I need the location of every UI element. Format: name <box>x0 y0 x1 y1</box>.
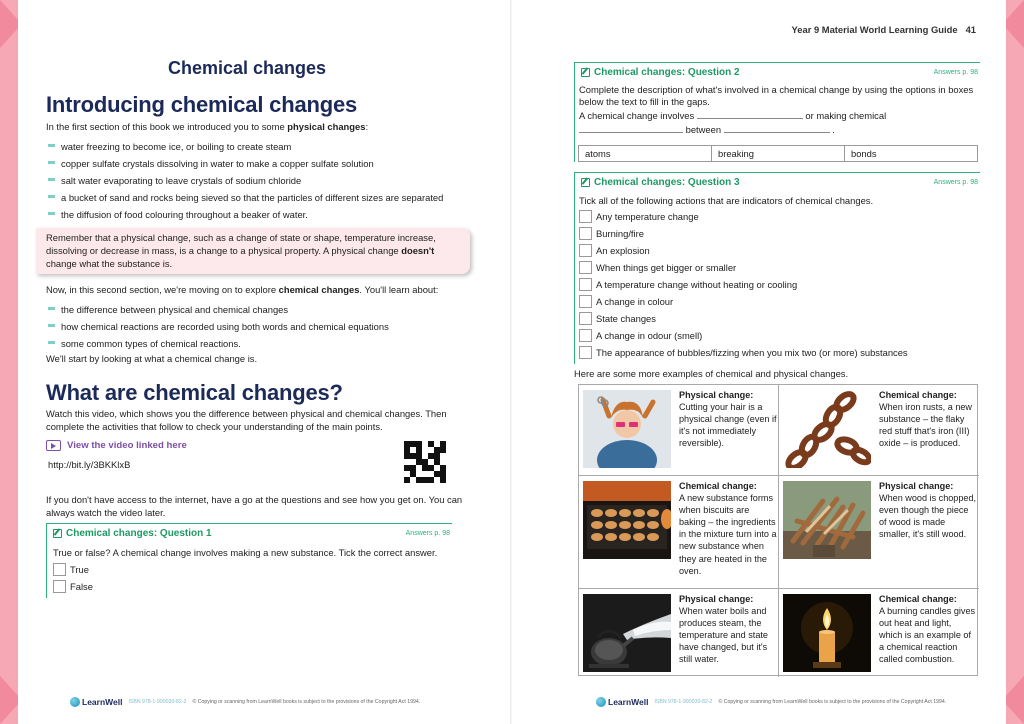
rusted-chain-photo <box>783 390 871 468</box>
checkbox[interactable] <box>579 295 592 308</box>
start-text: We'll start by looking at what a chemical change is. <box>46 353 258 364</box>
example-type: Chemical change: <box>879 390 957 400</box>
list-item: salt water evaporating to leave crystals of sodium chloride <box>46 174 476 191</box>
learnwell-logo-icon <box>596 697 606 707</box>
callout-bold: doesn't <box>401 244 435 256</box>
word-option: atoms <box>579 146 712 161</box>
list-item: a bucket of sand and rocks being sieved so that the particles of different sizes are separated <box>46 191 476 208</box>
list-item: the diffusion of food colouring throughout a beaker of water. <box>46 208 476 225</box>
option-label: The appearance of bubbles/fizzing when you mix two (or more) substances <box>596 347 908 358</box>
pencil-icon <box>581 68 590 77</box>
list-item: some common types of chemical reactions. <box>46 337 476 354</box>
example-caption <box>679 389 777 449</box>
question-1-prompt: True or false? A chemical change involves making a new substance. Tick the correct answer. <box>53 547 438 558</box>
copyright-notice: © Copying or scanning from LearnWell books is subject to the provisions of the Copyright Act 1994. <box>192 699 421 705</box>
indicator-option[interactable] <box>579 208 980 225</box>
checkbox[interactable] <box>53 563 66 576</box>
fill-text: or making chemical <box>805 109 887 121</box>
blank-field[interactable] <box>579 123 683 133</box>
example-cell <box>579 476 779 589</box>
option-label: State changes <box>596 313 656 324</box>
checkbox[interactable] <box>579 227 592 240</box>
example-text: When water boils and produces steam, the temperature and state have changed, but it's still water. <box>679 606 768 665</box>
question-3-title: Chemical changes: Question 3 <box>594 176 740 188</box>
option-true[interactable] <box>53 561 452 578</box>
fill-line-2 <box>575 122 980 137</box>
fill-text: A chemical change involves <box>579 109 695 121</box>
learnwell-logo <box>70 697 122 707</box>
reminder-callout <box>36 228 470 274</box>
copyright-notice: © Copying or scanning from LearnWell books is subject to the provisions of the Copyright Act 1994. <box>718 699 947 705</box>
example-cell <box>579 385 779 476</box>
list-item: how chemical reactions are recorded using both words and chemical equations <box>46 320 476 337</box>
checkbox[interactable] <box>579 346 592 359</box>
option-label: A temperature change without heating or cooling <box>596 279 798 290</box>
indicator-option[interactable] <box>579 310 980 327</box>
examples-intro: Here are some more examples of chemical and physical changes. <box>574 368 849 379</box>
question-2-title: Chemical changes: Question 2 <box>594 66 740 78</box>
example-text: A new substance forms when biscuits are baking – the ingredients in the mixture turn into a new substance when they are heated in the oven. <box>679 493 777 576</box>
physical-changes-list <box>46 140 476 225</box>
intro-paragraph <box>46 120 476 133</box>
logo-text: LearnWell <box>82 697 123 707</box>
example-cell <box>579 589 779 677</box>
example-text: When wood is chopped, even though the piece of wood is made smaller, it's still wood. <box>879 493 977 540</box>
indicator-option[interactable] <box>579 242 980 259</box>
running-head <box>792 24 976 35</box>
footer <box>596 697 946 707</box>
chapter-title: Chemical changes <box>168 58 327 78</box>
answers-ref: Answers p. 98 <box>933 178 978 186</box>
checkbox[interactable] <box>53 580 66 593</box>
checkbox[interactable] <box>579 210 592 223</box>
left-page <box>18 0 512 724</box>
section-heading-what-are: What are chemical changes? <box>46 380 343 405</box>
option-label: An explosion <box>596 245 650 256</box>
example-cell <box>779 385 979 476</box>
indicator-option[interactable] <box>579 276 980 293</box>
blank-field[interactable] <box>724 123 830 133</box>
example-type: Physical change: <box>679 390 754 400</box>
page-number: 41 <box>965 24 976 35</box>
example-type: Physical change: <box>879 481 954 491</box>
pencil-icon <box>53 529 62 538</box>
examples-grid <box>578 384 978 676</box>
intro-bold: physical changes <box>287 121 366 132</box>
indicator-option[interactable] <box>579 259 980 276</box>
question-2-prompt: Complete the description of what's involved in a chemical change by using the options in boxes below the text to fill in the gaps. <box>579 84 974 108</box>
checkbox[interactable] <box>579 329 592 342</box>
video-link-label[interactable]: View the video linked here <box>67 440 187 451</box>
indicator-option[interactable] <box>579 344 980 361</box>
list-item: water freezing to become ice, or boiling to create steam <box>46 140 476 157</box>
example-text: A burning candles gives out heat and light, which is an example of a chemical reaction called combustion. <box>879 606 976 665</box>
guide-title: Year 9 Material World Learning Guide <box>791 24 958 35</box>
list-item: copper sulfate crystals dissolving in water to make a copper sulfate solution <box>46 157 476 174</box>
boiling-kettle-photo <box>583 594 671 672</box>
no-internet-paragraph: If you don't have access to the internet, have a go at the questions and see how you get on. You can always watch the video later. <box>46 494 463 519</box>
example-cell <box>779 589 979 677</box>
example-type: Physical change: <box>679 594 754 604</box>
play-video-icon <box>46 440 61 451</box>
option-label: Any temperature change <box>596 211 699 222</box>
indicator-option[interactable] <box>579 225 980 242</box>
list-item: the difference between physical and chemical changes <box>46 303 476 320</box>
fill-text: . <box>832 123 835 135</box>
example-text: Cutting your hair is a physical change (even if it's not immediately reversible). <box>679 402 777 449</box>
option-label: Burning/fire <box>596 228 644 239</box>
now-suffix: . You'll learn about: <box>359 284 439 295</box>
indicator-option[interactable] <box>579 293 980 310</box>
example-caption <box>679 480 777 577</box>
example-caption <box>679 593 777 666</box>
callout-suffix: change what the substance is. <box>46 257 173 269</box>
isbn: ISBN 978-1-990030-82-2 <box>128 699 187 705</box>
intro-suffix: : <box>365 121 369 132</box>
checkbox[interactable] <box>579 244 592 257</box>
example-caption <box>879 389 977 449</box>
callout-text: Remember that a physical change, such as a change of state or shape, temperature increase, dissolving or decrease in mass, is a change to a physical property. A physical change <box>46 232 436 256</box>
footer <box>70 697 420 707</box>
checkbox[interactable] <box>579 278 592 291</box>
logo-text: LearnWell <box>608 697 649 707</box>
chopped-wood-photo <box>783 481 871 559</box>
pencil-icon <box>581 178 590 187</box>
example-type: Chemical change: <box>879 594 957 604</box>
indicator-option[interactable] <box>579 327 980 344</box>
intro-text: In the first section of this book we introduced you to some <box>46 121 288 132</box>
word-option: breaking <box>712 146 845 161</box>
option-label: True <box>70 564 89 575</box>
example-text: When iron rusts, a new substance – the flaky red stuff that's iron (III) oxide – is produced. <box>879 402 972 449</box>
hair-cutting-photo <box>583 390 671 468</box>
watch-paragraph: Watch this video, which shows you the difference between physical and chemical changes. Then complete the activities that follow to check your understanding of the main points. <box>46 408 447 433</box>
baking-biscuits-photo <box>583 481 671 559</box>
question-3-box <box>574 172 980 364</box>
video-link[interactable] <box>46 440 187 451</box>
video-url[interactable]: http://bit.ly/3BKKlxB <box>48 459 131 470</box>
example-caption <box>879 593 977 666</box>
example-caption <box>879 480 977 540</box>
word-options <box>578 145 978 162</box>
option-label: A change in colour <box>596 296 674 307</box>
learn-list <box>46 303 476 354</box>
right-page <box>512 0 1006 724</box>
option-label: False <box>70 581 93 592</box>
learnwell-logo-icon <box>70 697 80 707</box>
checkbox[interactable] <box>579 261 592 274</box>
word-option: bonds <box>851 148 877 159</box>
question-1-title: Chemical changes: Question 1 <box>66 527 212 539</box>
question-3-prompt: Tick all of the following actions that are indicators of chemical changes. <box>579 195 874 206</box>
example-cell <box>779 476 979 589</box>
option-label: A change in odour (smell) <box>596 330 703 341</box>
learnwell-logo <box>596 697 648 707</box>
section-heading-introducing: Introducing chemical changes <box>46 92 358 117</box>
isbn: ISBN 978-1-990030-82-2 <box>654 699 713 705</box>
answers-ref: Answers p. 98 <box>405 529 450 537</box>
now-paragraph <box>46 283 476 296</box>
fill-text: between <box>685 123 722 135</box>
checkbox[interactable] <box>579 312 592 325</box>
example-type: Chemical change: <box>679 481 757 491</box>
now-text: Now, in this second section, we're moving on to explore <box>46 284 279 295</box>
fill-line-1 <box>575 109 980 122</box>
blank-field[interactable] <box>697 109 803 119</box>
now-bold: chemical changes <box>278 284 360 295</box>
qr-code-icon <box>404 441 446 483</box>
answers-ref: Answers p. 98 <box>933 68 978 76</box>
option-false[interactable] <box>53 578 452 595</box>
burning-candle-photo <box>783 594 871 672</box>
option-label: When things get bigger or smaller <box>596 262 737 273</box>
question-1-box <box>46 523 452 598</box>
